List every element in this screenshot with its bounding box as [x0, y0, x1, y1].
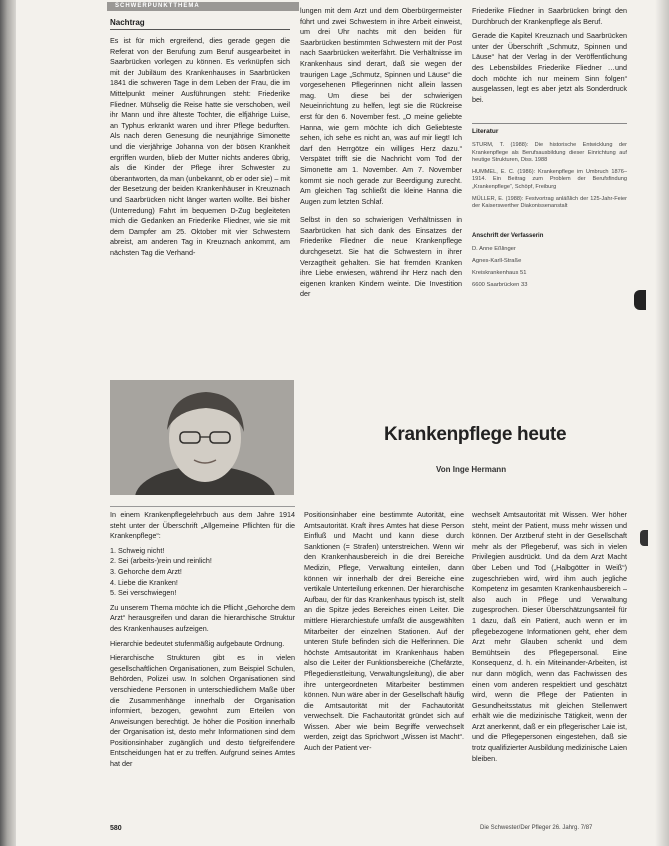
literature-item: HUMMEL, E. C. (1986): Krankenpflege im Umbruch 1876–1914. Ein Beitrag zum Problem der Berufsfindung „Krankenpflege“, Schöpf, Freiburg — [472, 168, 627, 190]
list-item: 3. Gehorche dem Arzt! — [110, 566, 182, 576]
nachtrag-text-1: Es ist für mich ergreifend, dies gerade gegen die Referat von der Berufung zum Beruf ausgearbeitet in Saarbrücken vorlegen zu können. Es verknüpfen sich mit der Jubiläum des Krankenhauses in Saarbrücken 1841 die schweren Tage in dem Leben der Frau, die im Mittelpunkt meiner Ausführungen steht: Friederike Fliedner. Mühselig die Reise hatte sie verschoben, weil ihr Mann und ihre älteste Tochter, die elfjährige Luise, an Typhus erkrankt waren und ihrer Pflege bedurften. Als nach deren Genesung die neunjährige Simonette und die vierjährige Johanna von der bösen Krankheit ergriffen wurden, blieb der Mutter nichts anderes übrig, als die Kinder der Pflege ihrer Schwester zu überantworten, da man (unbekannt, ob er oder sie) – mit der Besetzung der beiden Krankenhäuser in Kreuznach und Saarbrücken nicht länger warten wollte. Bei bisher (Unterredung) Fahrt im bequemen D-Zug begleiteten mich die Gedanken an Friederike Fliedner, wie sie mit dem Dampfer am 25. Oktober mit vier Schwestern abreist, am anderen Tag in Kreuznach ankommt, am nächsten Tag die Verhand- — [110, 36, 290, 257]
article-paragraph: Zu unserem Thema möchte ich die Pflicht „Gehorche dem Arzt“ herausgreifen und daran die hierarchische Struktur des Krankenhauses aufzeigen. — [110, 602, 295, 633]
divider — [110, 506, 295, 507]
article-column-1 — [110, 510, 295, 774]
nachtrag-column-3 — [472, 6, 627, 293]
nachtrag-column-2 — [300, 6, 462, 304]
literature-item: STURM, T. (1988): Die historische Entwicklung der Krankenpflege als Berufsausbildung dieser Einrichtung auf heutige Strukturen, Diss. 1988 — [472, 141, 627, 164]
article-paragraph: In einem Krankenpflegelehrbuch aus dem Jahre 1914 steht unter der Überschrift „Allgemeine Pflichten für die Krankenpflege“: — [110, 510, 295, 541]
address-line: Kreiskrankenhaus 51 — [472, 270, 527, 277]
publication-footer: Die Schwester/Der Pfleger 26. Jahrg. 7/87 — [480, 825, 593, 831]
portrait-illustration — [110, 380, 294, 495]
nachtrag-column-1 — [110, 36, 290, 262]
nachtrag-title: Nachtrag — [110, 18, 290, 30]
article-column-2 — [304, 510, 464, 758]
address-line: 6600 Saarbrücken 33 — [472, 282, 528, 289]
literature-item: MÜLLER, E. (1988): Festvortrag anläßlich der 125-Jahr-Feier der Kaiserswerther Diakonissenanstalt — [472, 195, 627, 210]
section-header: SCHWERPUNKTTHEMA — [107, 2, 299, 11]
address-title: Anschrift der Verfasserin — [472, 232, 544, 239]
article-paragraph: Hierarchische Strukturen gibt es in vielen gesellschaftlichen Organisationen, zum Beispiel Schulen, Behörden, Polizei usw. In solchen Organisationen sind verschiedene Personen in unterschiedlichem Maße über die Zusammenhänge innerhalb der Organisation informiert, bezogen, gewohnt zum Erteilen von Anweisungen berechtigt. Je höher die Position innerhalb der Organisation ist, desto mehr Informationen sind dem Positionsinhaber zugänglich und desto tiefgreifendere Entscheidungen hat er zu treffen. Aufgrund seines Amtes hat der — [110, 653, 295, 769]
article-author: Von Inge Hermann — [436, 465, 507, 474]
address-block — [472, 231, 627, 290]
address-line: Agnes-Karll-Straße — [472, 258, 522, 265]
page-tab-marker — [640, 530, 648, 546]
author-photo — [110, 380, 294, 495]
page-number: 580 — [110, 825, 122, 832]
page-edge-shadow — [655, 0, 669, 846]
list-item: 2. Sei (arbeits-)rein und reinlich! — [110, 556, 212, 566]
nachtrag-text-2a: lungen mit dem Arzt und dem Oberbürgermeister führt und zwei Schwestern in ihre Arbeit einweist, um drei Uhr nachts mit den beiden für Saarbrücken bestimmten Schwestern mit der Post nach Saarbrücken weiterfährt. Die Verhältnisse im Krankenhaus sind derart, daß sie wegen der traurigen Lage „Schmutz, Spinnen und Läuse“ die vorgesehenen Pflegerinnen nicht allein lassen mag. Um diese bei der schwierigen Neueinrichtung zu helfen, legt sie die Rückreise erst für den 6. November fest. „O meine geliebte Hanna, wie gern möchte ich dich Geliebteste sehen, ich sehe es nicht an, was auf mir liegt! Ich darf den Herrgötze ein williges Herz dazu.“ Verspätet trifft sie die Nachricht vom Tod der Simonette am 1. November. Am 7. November kommt sie noch gerade zur Beerdigung zurecht. Am gleichen Tag schließt die kleine Hanna die Augen zum letzten Schlaf. — [300, 6, 462, 206]
article-paragraph: Hierarchie bedeutet stufenmäßig aufgebaute Ordnung. — [110, 638, 285, 648]
article-column-3 — [472, 510, 627, 768]
nachtrag-text-3b: Gerade die Kapitel Kreuznach und Saarbrücken unter der Überschrift „Schmutz, Spinnen und Läuse“ hat der Verlag in der Veröffentlichung des Lebensbildes Friederike Fliedner …und doch möchte ich nur meinem Sinn folgen“ ausgelassen, legt es aber jetzt als Sonderdruck bei. — [472, 31, 627, 104]
literature-block — [472, 123, 627, 210]
book-spine — [0, 0, 16, 846]
article-paragraph: wechselt Amtsautorität mit Wissen. Wer höher steht, meint der Patient, muss mehr wissen und können. Der Arztberuf steht in der Gesellschaft mehr als der Pflegeberuf, was sich in vielen Privilegien ausdrückt. Und da dem Arzt Macht über Leben und Tod („Halbgötter in Weiß“) zugeschrieben wird, wird ihm auch jegliche Kompetenz im gesamten Krankenhausbereich – also auch in Pflege und Verwaltung zugesprochen. Dieser Überschätzungsanteil für 1 dazu, daß ein Patient, auch wenn er im pflegebezogene Informationen geht, eher dem Arzt mehr Glauben schenkt und dem Bemühtsein des Pflegepersonal. Eine Konsequenz, d. h. ein Miteinander-Arbeiten, ist nur dann möglich, wenn das Fachwissen des einen vom anderen respektiert und geschätzt wird, wenn die Pflege der Patienten in Gesundheitsstatus mit gleichen Stellenwert erhält wie die medizinische Tätigkeit, wenn der Arzt anerkennt, daß er ein pflegerischer Laie ist, und die Pflegepersonen eingestehen, daß sie trotz qualifizierter Ausbildung medizinische Laien bleiben. — [472, 510, 628, 763]
article-headline: Krankenpflege heute — [384, 424, 567, 445]
list-item: 4. Liebe die Kranken! — [110, 577, 178, 587]
page-tab-marker — [634, 290, 646, 310]
duties-list — [110, 546, 295, 599]
list-item: 1. Schweig nicht! — [110, 545, 165, 555]
address-line: D. Anne Eßlinger — [472, 246, 516, 253]
nachtrag-text-3a: Friederike Fliedner in Saarbrücken bringt den Durchbruch der Krankenpflege als Beruf. — [472, 6, 627, 26]
article-paragraph: Positionsinhaber eine bestimmte Autorität, eine Amtsautorität. Kraft ihres Amtes hat diese Person Einfluß und Macht und kann diese durch Sanktionen (= Strafen) unterstreichen. Wenn wir den Krankenhausbereich in die drei Bereiche Medizin, Pflege, Verwaltung einteilen, dann können wir innerhalb der drei Bereiche eine vertikale Unterteilung erkennen. Der hierarchische Aufbau, der für das Krankenhaus typisch ist, stellt an die Spitze jedes Bereiches einen Leiter. Die mittlere Hierarchiestufe umfaßt die ausgewählten Mitarbeiter der einzelnen Stationen. Auf der unteren Stufe befinden sich die Helferinnen. Die höchste Amtsautorität im Krankenhaus haben also die Leiter der Funktionsbereiche (Chefärzte, Pflegedienstleitung, Verwaltungsleitung), die aber ihre untergeordneten Mitarbeiter bestimmen können. Nun wäre aber in der Gesellschaft häufig die Amtsautorität mit der Fachautorität verwechselt. Die Fachautorität gründet sich auf Wissen. Aber wie beim Begriffe verwechselt werden, zeigt das Sprichwort „Wissen ist Macht“. Auch der Patient ver- — [304, 510, 464, 753]
list-item: 5. Sei verschwiegen! — [110, 588, 177, 598]
nachtrag-text-2b: Selbst in den so schwierigen Verhältnissen in Saarbrücken hat sich dank des Einsatzes der Friederike Fliedner die neue Krankenpflege durchgesetzt. Sie hat die Schwestern in ihrer Verzagtheit gehalten. Sie hat fremden Kranken ihre Liebe erwiesen, während ihr Herz nach den eigenen kranken Kindern weinte. Die Investition der — [300, 215, 462, 299]
literature-title: Literatur — [472, 123, 627, 138]
